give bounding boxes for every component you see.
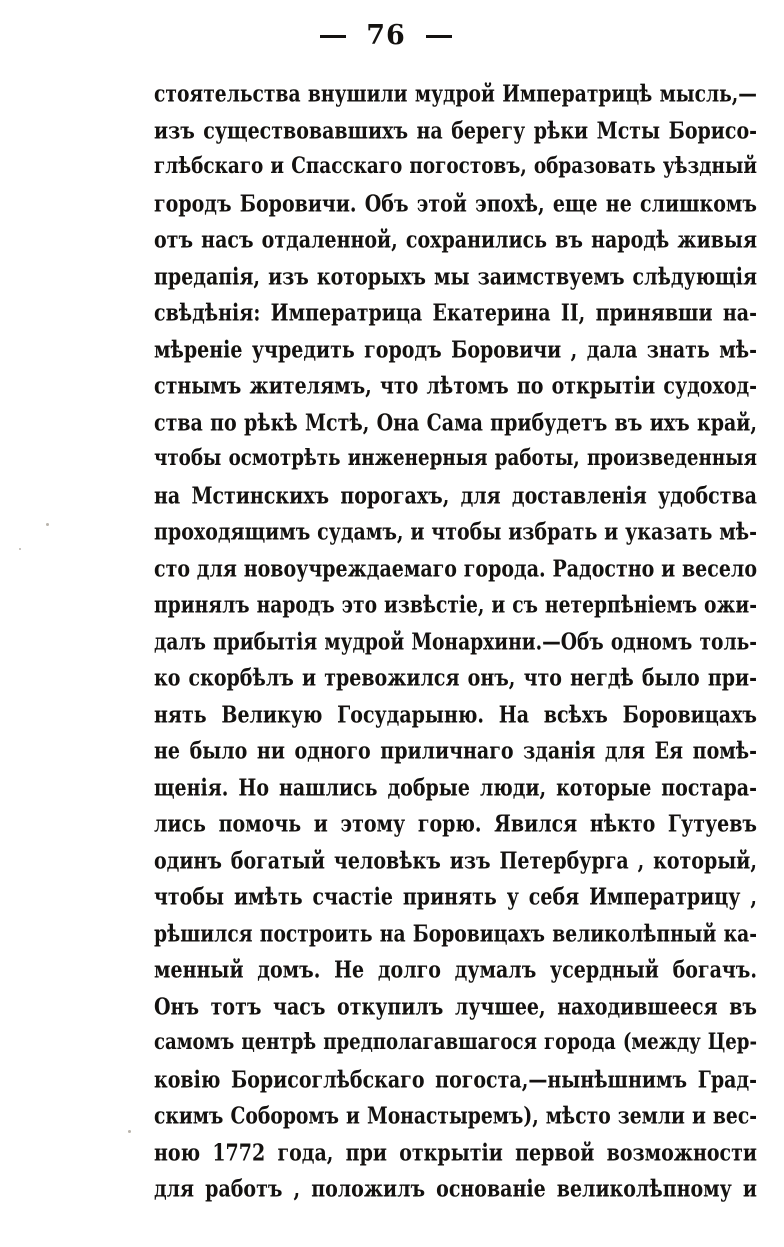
text-line: чтобы имѣть счастіе принять у себя Императрицу , bbox=[154, 883, 757, 911]
text-line: для работъ , положилъ основаніе великолѣпному и bbox=[154, 1175, 757, 1203]
text-line: стоятельства внушили мудрой Императрицѣ мысль,— bbox=[154, 80, 757, 108]
text-line: далъ прибытія мудрой Монархини.—Объ одномъ толь- bbox=[154, 627, 757, 656]
text-line: ною 1772 года, при открытіи первой возможности bbox=[154, 1138, 757, 1167]
text-line: предапія, изъ которыхъ мы заимствуемъ слѣдующія bbox=[154, 262, 757, 291]
text-line: ковію Борисоглѣбскаго погоста,—нынѣшнимъ Град- bbox=[154, 1065, 757, 1094]
text-line: ства по рѣкѣ Мстѣ, Она Сама прибудетъ въ ихъ край, bbox=[154, 408, 757, 437]
paper-speck bbox=[128, 1130, 131, 1133]
text-line: менный домъ. Не долго думалъ усердный богачъ. bbox=[154, 956, 757, 984]
text-line: одинъ богатый человѣкъ изъ Петербурга , который, bbox=[154, 846, 757, 875]
text-line: свѣдѣнія: Императрица Екатерина II, принявши на- bbox=[154, 299, 757, 327]
text-line: на Мстинскихъ порогахъ, для доставленія удобства bbox=[154, 481, 757, 510]
text-line: мѣреніе учредить городъ Боровичи , дала знать мѣ- bbox=[154, 335, 757, 364]
body-text bbox=[154, 76, 757, 1208]
text-line: ко скорбѣлъ и тревожился онъ, что негдѣ было при- bbox=[154, 664, 757, 692]
text-line: щенія. Но нашлись добрые люди, которые постара- bbox=[154, 773, 757, 802]
text-line: чтобы осмотрѣть инженерныя работы, произведенныя bbox=[154, 445, 757, 472]
text-line: нять Великую Государыню. На всѣхъ Боровицахъ bbox=[154, 700, 757, 729]
paper-speck bbox=[46, 523, 49, 526]
text-line: рѣшился построить на Боровицахъ великолѣпный ка- bbox=[154, 919, 757, 948]
text-line: отъ насъ отдаленной, сохранились въ народѣ живыя bbox=[154, 226, 757, 254]
text-line: городъ Боровичи. Объ этой эпохѣ, еще не слишкомъ bbox=[154, 189, 757, 218]
left-dash bbox=[320, 35, 346, 38]
paper-speck bbox=[19, 548, 21, 550]
text-line: принялъ народъ это извѣстіе, и съ нетерпѣніемъ ожи- bbox=[154, 591, 757, 619]
text-line: проходящимъ судамъ, и чтобы избрать и указать мѣ- bbox=[154, 518, 757, 546]
text-line: лись помочь и этому горю. Явился нѣкто Гутуевъ bbox=[154, 810, 757, 838]
text-line: не было ни одного приличнаго зданія для Ея помѣ- bbox=[154, 737, 757, 765]
text-line: Онъ тотъ часъ откупилъ лучшее, находившееся въ bbox=[154, 992, 757, 1021]
text-line: изъ существовавшихъ на берегу рѣки Мсты Борисо- bbox=[154, 116, 757, 145]
text-line: скимъ Соборомъ и Монастыремъ), мѣсто земли и вес- bbox=[154, 1102, 757, 1130]
right-dash bbox=[426, 35, 452, 38]
text-line: сто для новоучреждаемаго города. Радостно и весело bbox=[154, 554, 757, 583]
text-line: стнымъ жителямъ, что лѣтомъ по открытіи судоход- bbox=[154, 372, 757, 400]
page-number: 76 bbox=[366, 20, 406, 51]
text-line: самомъ центрѣ предполагавшагося города (между Цер- bbox=[154, 1029, 757, 1056]
text-line: глѣбскаго и Спасскаго погостовъ, образовать уѣздный bbox=[154, 153, 757, 180]
page-header bbox=[0, 20, 778, 51]
